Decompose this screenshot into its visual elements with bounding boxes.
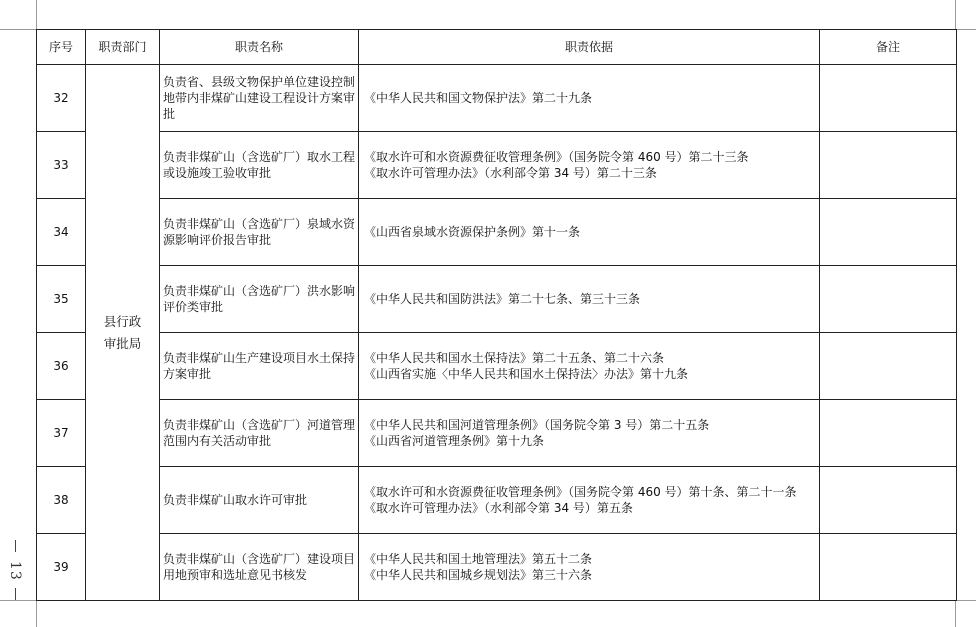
header-name: 职责名称 <box>160 30 359 65</box>
duty-name: 负责非煤矿山（含选矿厂）泉域水资源影响评价报告审批 <box>160 199 359 266</box>
duty-name: 负责非煤矿山（含选矿厂）河道管理范围内有关活动审批 <box>160 400 359 467</box>
duty-table <box>36 29 957 601</box>
row-number: 32 <box>37 65 86 132</box>
duty-note <box>820 65 957 132</box>
row-number: 38 <box>37 467 86 534</box>
duty-note <box>820 534 957 601</box>
row-number: 35 <box>37 266 86 333</box>
duty-basis <box>359 132 820 199</box>
duty-name: 负责非煤矿山生产建设项目水土保持方案审批 <box>160 333 359 400</box>
duty-note <box>820 333 957 400</box>
duty-basis <box>359 333 820 400</box>
basis-line: 《山西省泉域水资源保护条例》第十一条 <box>364 225 581 239</box>
header-seq: 序号 <box>37 30 86 65</box>
basis-line: 《中华人民共和国土地管理法》第五十二条 <box>364 552 593 566</box>
header-note: 备注 <box>820 30 957 65</box>
duty-name: 负责非煤矿山（含选矿厂）洪水影响评价类审批 <box>160 266 359 333</box>
header-row <box>37 30 957 65</box>
crop-mark-top-right-v <box>955 0 956 29</box>
row-number: 36 <box>37 333 86 400</box>
crop-mark-top-left-v <box>36 0 37 29</box>
duty-basis <box>359 199 820 266</box>
table-row <box>37 132 957 199</box>
crop-mark-top-left-h <box>0 29 36 30</box>
table-row <box>37 400 957 467</box>
table-row <box>37 534 957 601</box>
basis-line: 《取水许可和水资源费征收管理条例》（国务院令第 460 号）第二十三条 <box>364 150 749 164</box>
duty-note <box>820 467 957 534</box>
department-line: 县行政 <box>103 313 142 329</box>
duty-basis <box>359 65 820 132</box>
duty-name: 负责非煤矿山（含选矿厂）取水工程或设施竣工验收审批 <box>160 132 359 199</box>
basis-line: 《中华人民共和国水土保持法》第二十五条、第二十六条 <box>364 351 665 365</box>
duty-note <box>820 199 957 266</box>
basis-line: 《中华人民共和国城乡规划法》第三十六条 <box>364 568 593 582</box>
duty-basis <box>359 534 820 601</box>
crop-mark-bottom-right-h <box>956 600 976 601</box>
basis-line: 《中华人民共和国文物保护法》第二十九条 <box>364 91 593 105</box>
basis-line: 《取水许可和水资源费征收管理条例》（国务院令第 460 号）第十条、第二十一条 <box>364 485 797 499</box>
basis-line: 《山西省河道管理条例》第十九条 <box>364 434 545 448</box>
row-number: 39 <box>37 534 86 601</box>
page-number-dash-bottom <box>15 588 16 600</box>
duty-basis <box>359 467 820 534</box>
table-row <box>37 65 957 132</box>
page-number-dash-top <box>15 540 16 552</box>
basis-line: 《中华人民共和国防洪法》第二十七条、第三十三条 <box>364 292 641 306</box>
row-number: 37 <box>37 400 86 467</box>
duty-note <box>820 132 957 199</box>
basis-line: 《取水许可管理办法》（水利部令第 34 号）第二十三条 <box>364 166 657 180</box>
duty-name: 负责省、县级文物保护单位建设控制地带内非煤矿山建设工程设计方案审批 <box>160 65 359 132</box>
page-number-text: 13 <box>7 561 23 581</box>
crop-mark-top-right-h <box>956 29 976 30</box>
header-basis: 职责依据 <box>359 30 820 65</box>
page-number <box>6 540 24 600</box>
duty-note <box>820 400 957 467</box>
table-row <box>37 199 957 266</box>
duty-name: 负责非煤矿山（含选矿厂）建设项目用地预审和选址意见书核发 <box>160 534 359 601</box>
duty-basis <box>359 400 820 467</box>
department-line: 审批局 <box>103 335 142 351</box>
crop-mark-bottom-left-v <box>36 601 37 627</box>
basis-line: 《中华人民共和国河道管理条例》（国务院令第 3 号）第二十五条 <box>364 418 710 432</box>
duty-name: 负责非煤矿山取水许可审批 <box>160 467 359 534</box>
row-number: 33 <box>37 132 86 199</box>
crop-mark-bottom-right-v <box>955 601 956 627</box>
row-number: 34 <box>37 199 86 266</box>
duty-basis <box>359 266 820 333</box>
table-row <box>37 266 957 333</box>
header-dept: 职责部门 <box>86 30 160 65</box>
table-row <box>37 467 957 534</box>
basis-line: 《山西省实施〈中华人民共和国水土保持法〉办法》第十九条 <box>364 367 689 381</box>
table-row <box>37 333 957 400</box>
department-cell <box>86 65 160 601</box>
basis-line: 《取水许可管理办法》（水利部令第 34 号）第五条 <box>364 501 633 515</box>
crop-mark-bottom-left-h <box>0 600 36 601</box>
duty-note <box>820 266 957 333</box>
